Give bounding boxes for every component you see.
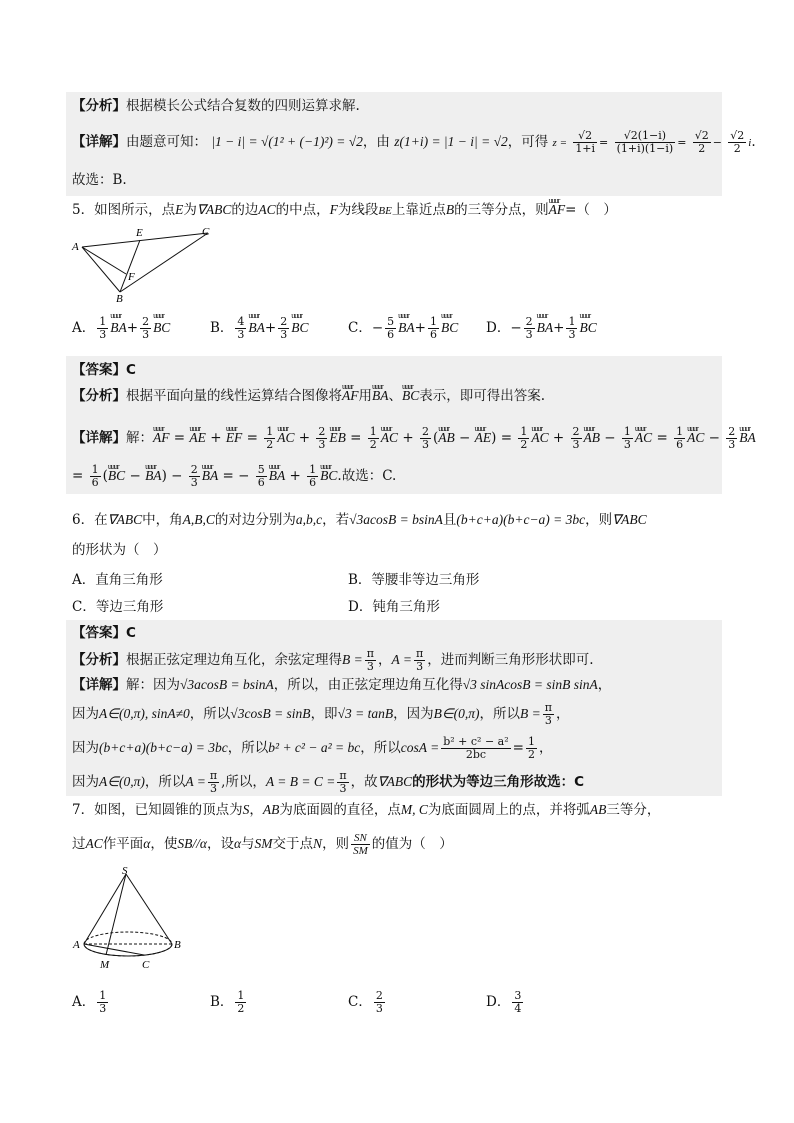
- label-a: A: [72, 241, 79, 253]
- q6-detail-line2: 因为A∈(0,π), sinA≠0，所以√3cosB = sinB，即√3 = tanB，因为B∈(0,π)，所以B = $\frac{\pi}{3}$ ，: [72, 701, 570, 727]
- q5-triangle-figure: [70, 225, 230, 305]
- q7-stem-line1: 7．如图，已知圆锥的顶点为S，AB为底面圆的直径，点M, C为底面圆周上的点，并将弧AB三等分，: [72, 802, 661, 818]
- q5-analysis-line: 【分析】根据平面向量的线性运算结合图像将uuur AF用uuur BA、uuur BC表示，即可得出答案.: [72, 386, 545, 406]
- label-s: S: [122, 866, 128, 877]
- q7-stem-line2: 过AC作平面α，使SB//α，设α与SM交于点N，则 $\frac{SN}{SM}$ 的值为（ ）: [72, 832, 453, 857]
- segment-be: [120, 240, 140, 292]
- formula-modulus: |1 − i| = √(1² + (−1)²) = √2: [211, 134, 363, 149]
- q5-detail-line1: 【详解】解：uuur AF = uuur AE + uuur EF = $\frac{1}{2}$ uuur AC + $\frac{2}{3}$ uuur EB = $\frac{1}{2}$ uuur AC + $\frac{2}{3}$ (uuur AB − uuur AE) = $\frac{1}{2}$ uuur AC + $\frac{2}{3}$ uuur AB − $\frac{1}{3}$ uuur AC = $\frac{1}{6}$ uuur AC − $\frac{2}{3}$ uuur BA: [72, 426, 756, 451]
- answer-tag: 【答案】: [72, 362, 126, 378]
- q4-detail-line: 【详解】由题意可知： |1 − i| = √(1² + (−1)²) = √2，由 z(1+i) = |1 − i| = √2，可得 z = $\frac{√2}{1+i}$ = $\frac{√2(1-i)}{(1+i)(1-i)}$ = $\frac{√2}{2}$ − $\frac{√2}{2}$ i.: [72, 129, 756, 155]
- q7-option-c[interactable]: C． $\frac{2}{3}$: [348, 989, 383, 1015]
- formula-z-value: z =: [552, 137, 568, 149]
- q6-option-d[interactable]: D．钝角三角形: [348, 599, 440, 615]
- q6-analysis-line: 【分析】根据正弦定理边角互化，余弦定理得B = $\frac{\pi}{3}$ ，A = $\frac{\pi}{3}$ ，进而判断三角形形状即可.: [72, 647, 594, 673]
- q7-option-b[interactable]: B． $\frac{1}{2}$: [210, 989, 245, 1015]
- q4-choice: 故选：B.: [72, 172, 127, 188]
- q6-detail-line3: 因为(b+c+a)(b+c−a) = 3bc，所以b² + c² − a² = bc，所以cosA = $\frac{\text{b² + c² − a²}}{2bc}$ = $\frac{1}{2}$ ，: [72, 735, 553, 761]
- segment-ac: [84, 944, 144, 955]
- q6-stem-line1: 6．在∇ABC中，角A,B,C的对边分别为a,b,c，若√3acosB = bsinA且(b+c+a)(b+c−a) = 3bc，则∇ABC: [72, 512, 647, 528]
- q4-analysis-line: [72, 96, 360, 116]
- generatrix-sb: [126, 874, 172, 944]
- label-e: E: [136, 227, 143, 239]
- q7-option-d[interactable]: D． $\frac{3}{4}$: [486, 989, 522, 1015]
- formula-z-eq: z(1+i) = |1 − i| = √2: [394, 134, 508, 149]
- q6-option-c[interactable]: C．等边三角形: [72, 599, 164, 615]
- answer-value: C: [126, 362, 136, 378]
- q7-cone-figure: [70, 866, 186, 978]
- q5-option-c[interactable]: C．− $\frac{5}{6}$ uuur BA+ $\frac{1}{6}$ uuur BC: [348, 316, 458, 341]
- q5-option-b[interactable]: B． $\frac{4}{3}$ uuur BA+ $\frac{2}{3}$ uuur BC: [210, 316, 309, 341]
- q6-detail-line1: 【详解】解：因为√3acosB = bsinA，所以，由正弦定理边角互化得√3 sinAcosB = sinB sinA，: [72, 677, 612, 693]
- analysis-tag: 【分析】: [72, 98, 126, 114]
- label-b: B: [174, 939, 181, 951]
- base-circle-front: [84, 944, 172, 956]
- q6-option-b[interactable]: B．等腰非等边三角形: [348, 572, 480, 588]
- label-a: A: [73, 939, 80, 951]
- edge-ac: [82, 233, 208, 247]
- detail-tag: 【详解】: [72, 134, 126, 150]
- q5-stem: 5．如图所示，点E为∇ABC的边AC的中点，F为线段BE上靠近点B的三等分点，则uuur AF=（ ）: [72, 200, 617, 221]
- q5-option-d[interactable]: D．− $\frac{2}{3}$ uuur BA+ $\frac{1}{3}$ uuur BC: [486, 316, 597, 341]
- analysis-text: 根据模长公式结合复数的四则运算求解.: [126, 98, 360, 114]
- q7-option-a[interactable]: A． $\frac{1}{3}$: [72, 989, 107, 1015]
- q6-detail-line4: 因为A∈(0,π)，所以A = $\frac{\pi}{3}$ ,所以，A = B = C = $\frac{\pi}{3}$ ，故∇ABC的形状为等边三角形故选：C: [72, 769, 585, 795]
- q5-answer-line: [72, 360, 136, 380]
- label-b: B: [116, 293, 123, 305]
- q5-option-a[interactable]: A． $\frac{1}{3}$ uuur BA+ $\frac{2}{3}$ uuur BC: [72, 316, 170, 341]
- segment-af: [82, 247, 126, 274]
- q6-option-a[interactable]: A．直角三角形: [72, 572, 163, 588]
- label-c: C: [202, 226, 210, 238]
- q6-stem-line2: 的形状为（ ）: [72, 542, 167, 558]
- edge-ab: [82, 247, 120, 292]
- q6-answer-line: 【答案】C: [72, 625, 136, 641]
- q5-detail-line2: = $\frac{1}{6}$ (uuur BC − uuur BA) − $\frac{2}{3}$ uuur BA = − $\frac{5}{6}$ uuur BA + $\frac{1}{6}$ uuur BC.故选：C.: [72, 464, 396, 489]
- label-f: F: [128, 271, 135, 283]
- segment-sm: [106, 874, 126, 955]
- label-c: C: [142, 959, 150, 971]
- edge-bc: [120, 233, 208, 292]
- label-m: M: [100, 959, 110, 971]
